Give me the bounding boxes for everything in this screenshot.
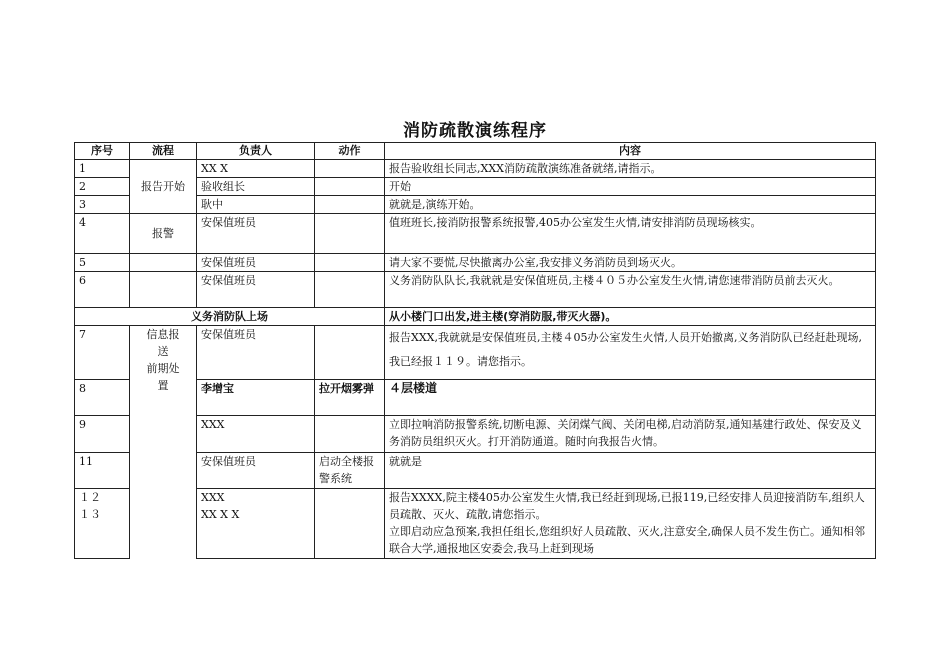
row-no: 4	[75, 214, 130, 254]
row-no: 1	[75, 160, 130, 178]
row-action: 启动全楼报警系统	[315, 453, 385, 489]
header-person: 负责人	[197, 143, 315, 160]
row-action	[315, 214, 385, 254]
table-row	[75, 160, 876, 178]
table-header-row	[75, 143, 876, 160]
row-flow-empty	[130, 254, 197, 272]
row-person: 安保值班员	[197, 453, 315, 489]
row-action	[315, 416, 385, 453]
section-right: 从小楼门口出发,进主楼(穿消防服,带灭火器)。	[385, 308, 876, 326]
table-row	[75, 214, 876, 254]
row-no: 9	[75, 416, 130, 453]
row-content: 报告验收组长同志,XXX消防疏散演练准备就绪,请指示。	[385, 160, 876, 178]
row-content: ４层楼道	[385, 380, 876, 416]
section-row	[75, 308, 876, 326]
section-left: 义务消防队上场	[75, 308, 385, 326]
row-no: 7	[75, 326, 130, 380]
row-action	[315, 272, 385, 308]
row-content: 立即拉响消防报警系统,切断电源、关闭煤气阀、关闭电梯,启动消防泵,通知基建行政处、保安及义务消防员组织灭火。打开消防通道。随时向我报告火情。	[385, 416, 876, 453]
row-action	[315, 178, 385, 196]
table-row	[75, 254, 876, 272]
row-flow-empty	[130, 272, 197, 308]
row-content: 就就是,演练开始。	[385, 196, 876, 214]
row-person: 安保值班员	[197, 326, 315, 380]
flow-alarm: 报警	[130, 214, 197, 254]
row-action	[315, 489, 385, 559]
flow-report-start: 报告开始	[130, 160, 197, 214]
row-content: 开始	[385, 178, 876, 196]
row-person: 验收组长	[197, 178, 315, 196]
table-row	[75, 272, 876, 308]
row-person: 安保值班员	[197, 272, 315, 308]
row-no: 6	[75, 272, 130, 308]
row-action	[315, 160, 385, 178]
row-action	[315, 254, 385, 272]
row-person: XXX XX X X	[197, 489, 315, 559]
header-action: 动作	[315, 143, 385, 160]
row-content: 义务消防队队长,我就就是安保值班员,主楼４０５办公室发生火情,请您速带消防员前去灭火。	[385, 272, 876, 308]
row-no: 5	[75, 254, 130, 272]
row-no: 8	[75, 380, 130, 416]
row-content: 报告XXXX,院主楼405办公室发生火情,我已经赶到现场,已报119,已经安排人员迎接消防车,组织人员疏散、灭火、疏散,请您指示。 立即启动应急预案,我担任组长,您组织好人员疏散、灭火,注意安全,确保人员不发生伤亡。通知相邻联合大学,通报地区安委会,我马上赶到现场	[385, 489, 876, 559]
row-person: 安保值班员	[197, 214, 315, 254]
header-content: 内容	[385, 143, 876, 160]
row-action: 拉开烟雾弹	[315, 380, 385, 416]
row-content: 请大家不要慌,尽快撤离办公室,我安排义务消防员到场灭火。	[385, 254, 876, 272]
document-title: 消防疏散演练程序	[403, 121, 547, 141]
table-row	[75, 326, 876, 380]
row-no: １２ １３	[75, 489, 130, 559]
header-flow: 流程	[130, 143, 197, 160]
row-person: 耿中	[197, 196, 315, 214]
row-person: XX X	[197, 160, 315, 178]
row-person: XXX	[197, 416, 315, 453]
row-no: 2	[75, 178, 130, 196]
drill-procedure-table	[74, 142, 876, 559]
header-no: 序号	[75, 143, 130, 160]
row-person: 李增宝	[197, 380, 315, 416]
row-no: 11	[75, 453, 130, 489]
row-person: 安保值班员	[197, 254, 315, 272]
row-no: 3	[75, 196, 130, 214]
row-action	[315, 326, 385, 380]
row-content: 值班班长,接消防报警系统报警,405办公室发生火情,请安排消防员现场核实。	[385, 214, 876, 254]
flow-info-report: 信息报 送 前期处 置	[130, 326, 197, 559]
row-content: 就就是	[385, 453, 876, 489]
row-action	[315, 196, 385, 214]
row-content: 报告XXX,我就就是安保值班员,主楼４05办公室发生火情,人员开始撤离,义务消防队已经赶赴现场,我已经报１１９。请您指示。	[385, 326, 876, 380]
